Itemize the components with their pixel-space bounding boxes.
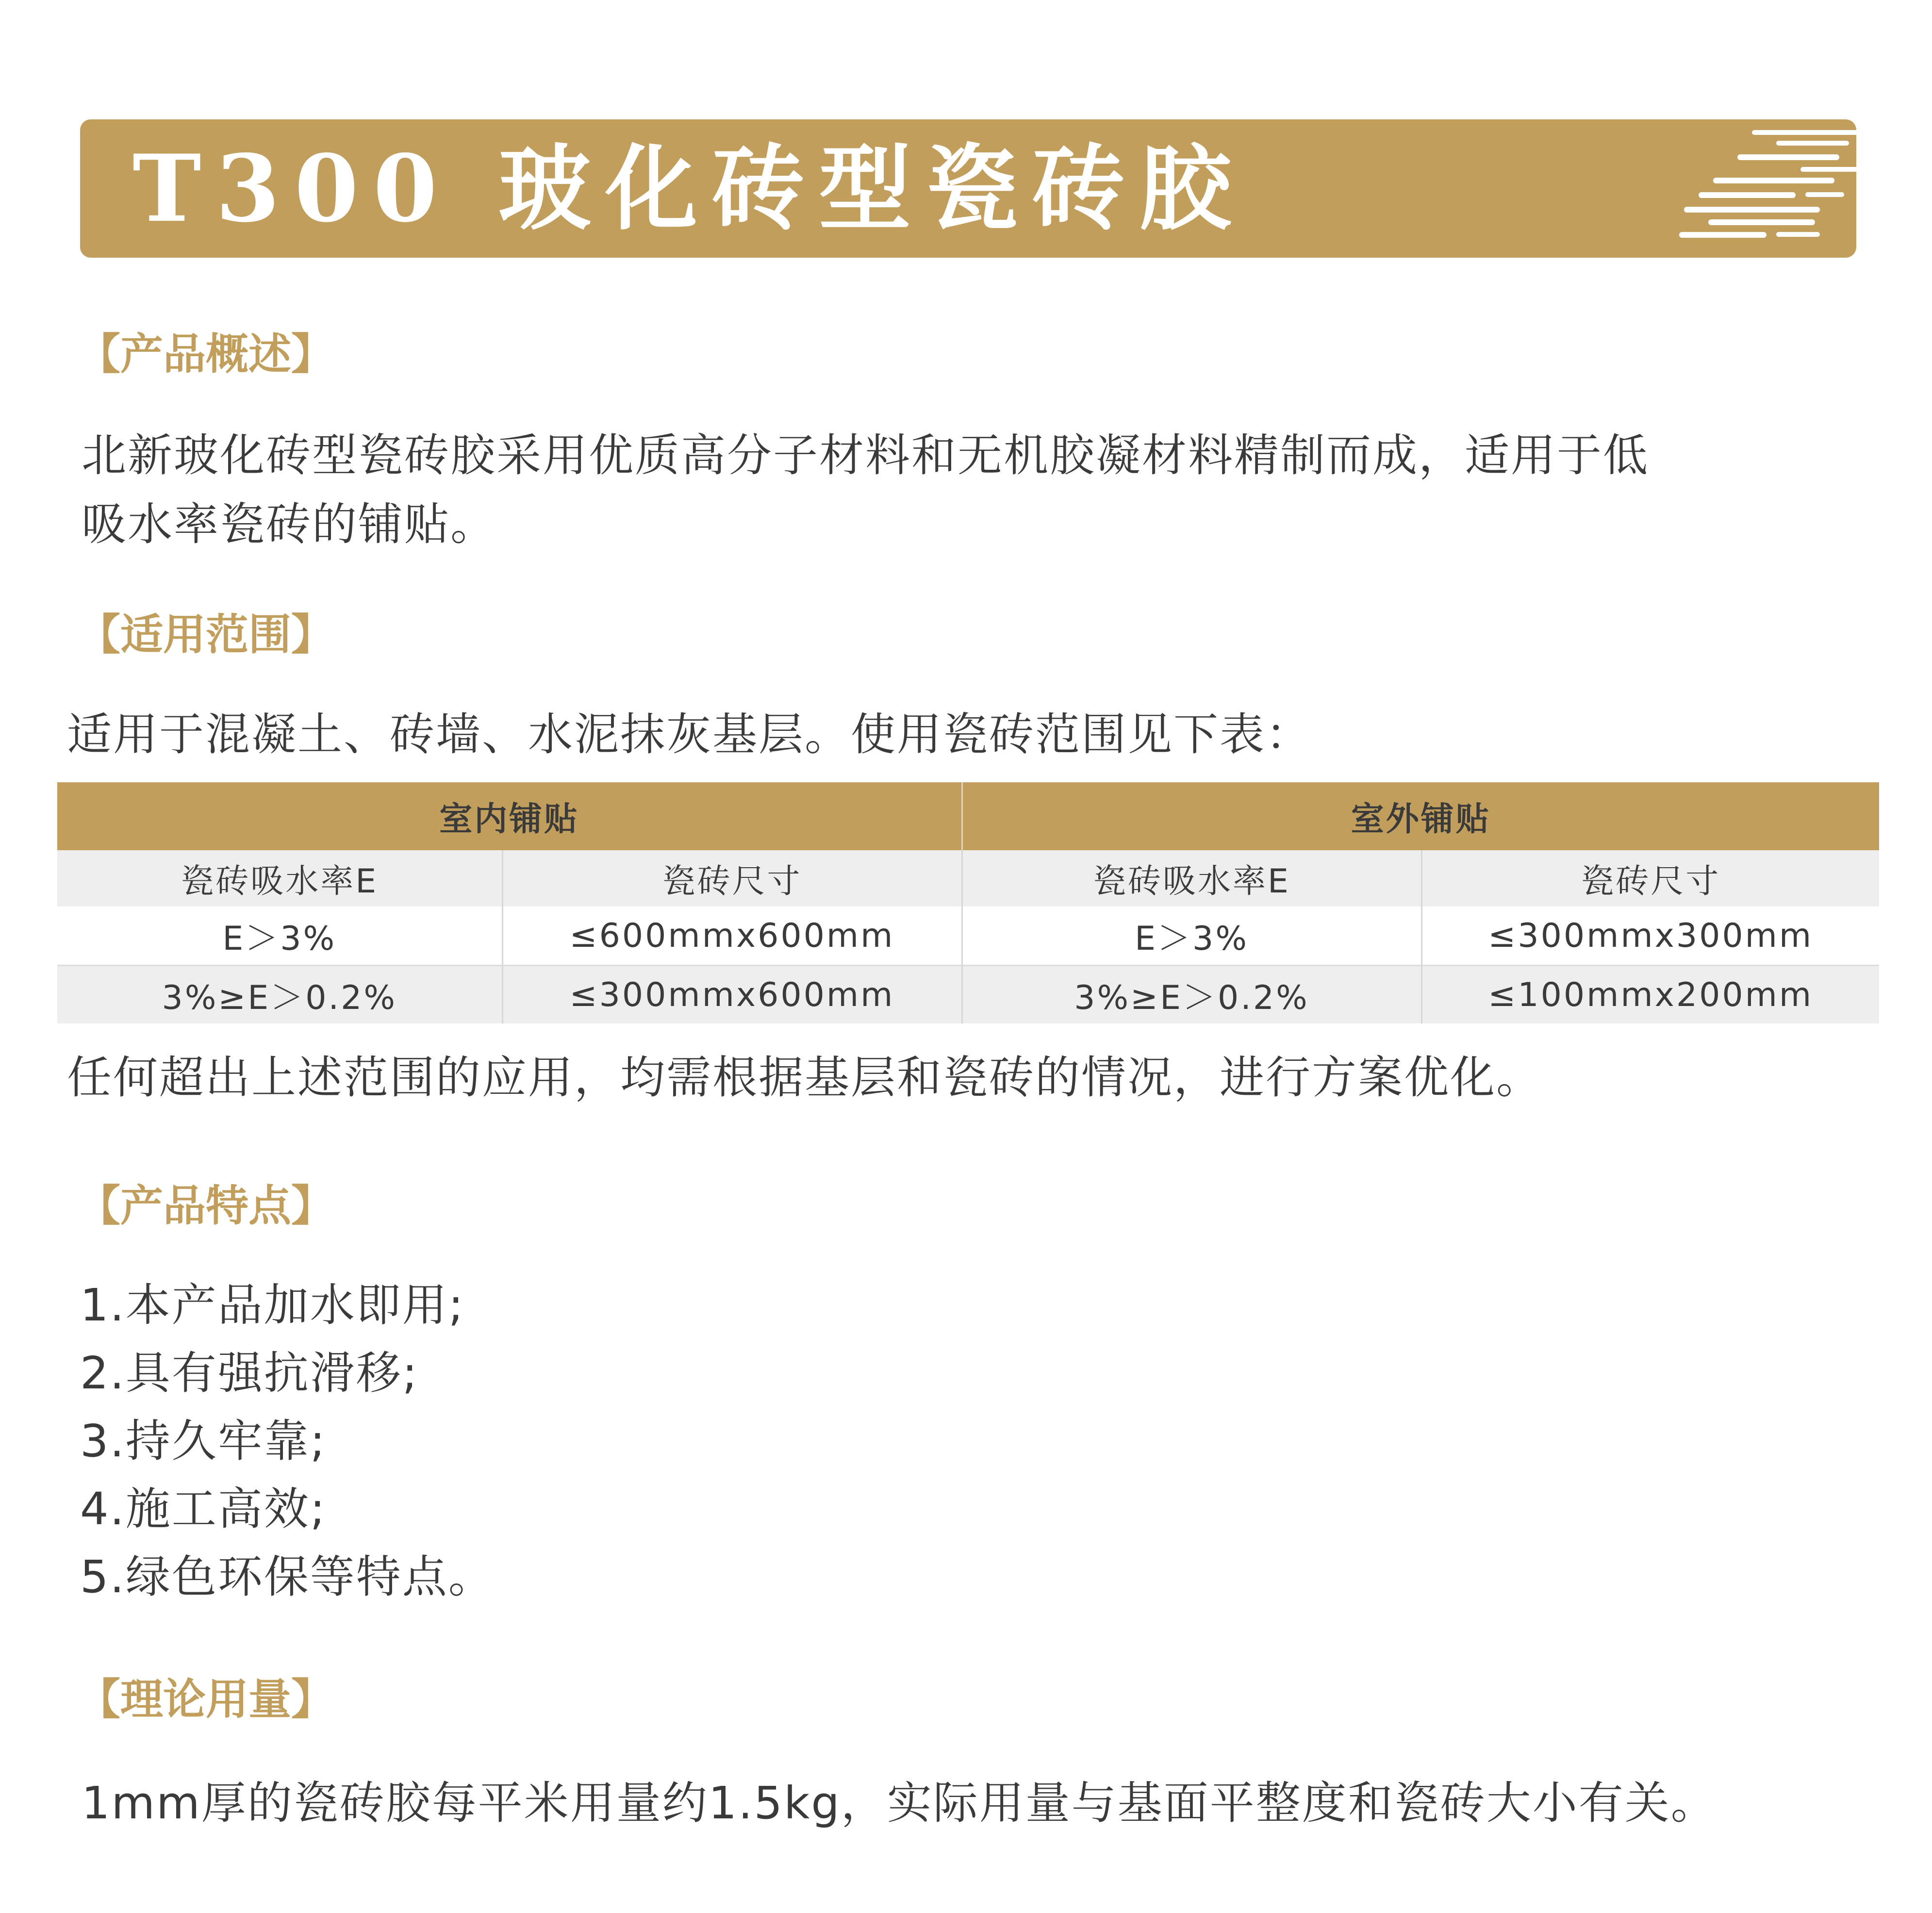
table-row xyxy=(57,907,1879,966)
page-title: T300 玻化砖型瓷砖胶 xyxy=(132,134,1246,243)
table-cell: ≤300mmx600mm xyxy=(502,966,962,1024)
table-row xyxy=(57,966,1879,1024)
section-heading-overview: 【产品概述】 xyxy=(78,329,334,379)
scope-intro: 适用于混凝土、砖墙、水泥抹灰基层。使用瓷砖范围见下表： xyxy=(67,709,1312,760)
table-sub-header-row xyxy=(57,850,1879,907)
feature-item: 4.施工高效; xyxy=(80,1483,327,1535)
table-cell: 3%≥E＞0.2% xyxy=(962,966,1421,1024)
section-heading-features: 【产品特点】 xyxy=(78,1181,334,1231)
header-indoor: 室内铺贴 xyxy=(57,782,962,850)
feature-item: 2.具有强抗滑移; xyxy=(80,1347,419,1399)
sub-header-cell: 瓷砖吸水率E xyxy=(962,850,1421,907)
table-cell: 3%≥E＞0.2% xyxy=(57,966,502,1024)
feature-item: 5.绿色环保等特点。 xyxy=(80,1551,495,1603)
title-banner xyxy=(80,119,1856,258)
table-cell: ≤100mmx200mm xyxy=(1421,966,1879,1024)
table-cell: E＞3% xyxy=(962,907,1421,966)
sub-header-cell: 瓷砖尺寸 xyxy=(502,850,962,907)
table-group-header-row xyxy=(57,782,1879,850)
sub-header-cell: 瓷砖尺寸 xyxy=(1421,850,1879,907)
table-cell: ≤600mmx600mm xyxy=(502,907,962,966)
table-cell: ≤300mmx300mm xyxy=(1421,907,1879,966)
header-outdoor: 室外铺贴 xyxy=(962,782,1879,850)
feature-item: 1.本产品加水即用; xyxy=(80,1279,465,1331)
scope-note: 任何超出上述范围的应用，均需根据基层和瓷砖的情况，进行方案优化。 xyxy=(67,1052,1543,1104)
sub-header-cell: 瓷砖吸水率E xyxy=(57,850,502,907)
overview-line-2: 吸水率瓷砖的铺贴。 xyxy=(82,498,497,550)
brush-stroke-decoration xyxy=(1679,119,1864,265)
section-heading-scope: 【适用范围】 xyxy=(78,610,334,660)
feature-item: 3.持久牢靠; xyxy=(80,1415,327,1467)
overview-line-1: 北新玻化砖型瓷砖胶采用优质高分子材料和无机胶凝材料精制而成，适用于低 xyxy=(82,429,1650,481)
tile-usage-table xyxy=(57,782,1879,1023)
section-heading-usage: 【理论用量】 xyxy=(78,1674,334,1724)
table-cell: E＞3% xyxy=(57,907,502,966)
usage-text: 1mm厚的瓷砖胶每平米用量约1.5kg，实际用量与基面平整度和瓷砖大小有关。 xyxy=(82,1777,1717,1829)
